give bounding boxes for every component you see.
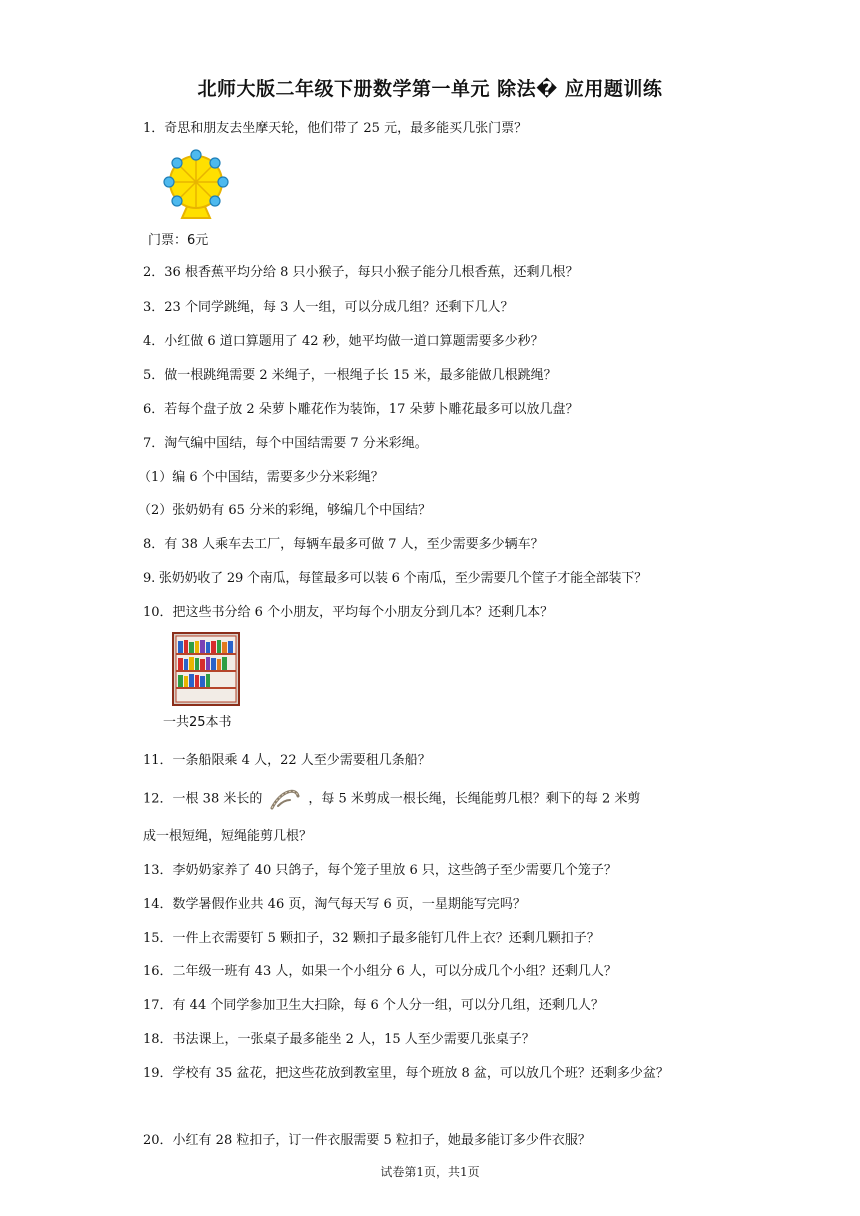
rope-icon xyxy=(268,786,302,812)
question-12 xyxy=(143,786,723,812)
question-19: 19．学校有 35 盆花，把这些花放到教室里，每个班放 8 盆，可以放几个班？还剩多少盆？ xyxy=(143,1066,669,1081)
question-1: 1．奇思和朋友去坐摩天轮，他们带了 25 元，最多能买几张门票？ xyxy=(143,121,528,136)
question-12-continued: 成一根短绳，短绳能剪几根？ xyxy=(143,829,313,844)
bookshelf-icon xyxy=(172,632,240,706)
question-12-part-a: 12．一根 38 米长的 xyxy=(143,791,263,807)
question-2: 2．36 根香蕉平均分给 8 只小猴子，每只小猴子能分几根香蕉，还剩几根？ xyxy=(143,265,579,280)
question-11: 11．一条船限乘 4 人，22 人至少需要租几条船？ xyxy=(143,753,431,768)
question-7: 7．淘气编中国结，每个中国结需要 7 分米彩绳。 xyxy=(143,436,428,451)
question-13: 13．李奶奶家养了 40 只鸽子，每个笼子里放 6 只，这些鸽子至少需要几个笼子？ xyxy=(143,863,617,878)
question-9: 9. 张奶奶收了 29 个南瓜，每筐最多可以装 6 个南瓜，至少需要几个筐子才能全部装下？ xyxy=(143,571,647,586)
ferris-wheel-icon xyxy=(158,148,234,220)
question-7-part-1: （1）编 6 个中国结，需要多少分米彩绳？ xyxy=(138,470,384,485)
question-3: 3．23 个同学跳绳，每 3 人一组，可以分成几组？还剩下几人？ xyxy=(143,300,514,315)
page-footer: 试卷第1页，共1页 xyxy=(380,1165,480,1179)
book-count-caption: 一共25本书 xyxy=(163,715,232,730)
question-8: 8．有 38 人乘车去工厂，每辆车最多可做 7 人，至少需要多少辆车？ xyxy=(143,537,544,552)
question-5: 5．做一根跳绳需要 2 米绳子，一根绳子长 15 米，最多能做几根跳绳？ xyxy=(143,368,557,383)
ticket-price-caption: 门票：6元 xyxy=(148,233,209,248)
question-6: 6．若每个盘子放 2 朵萝卜雕花作为装饰，17 朵萝卜雕花最多可以放几盘？ xyxy=(143,402,579,417)
question-12-part-b: ，每 5 米剪成一根长绳，长绳能剪几根？剩下的每 2 米剪 xyxy=(308,791,641,807)
question-20: 20．小红有 28 粒扣子，订一件衣服需要 5 粒扣子，她最多能订多少件衣服？ xyxy=(143,1133,591,1148)
question-17: 17．有 44 个同学参加卫生大扫除，每 6 个人分一组，可以分几组，还剩几人？ xyxy=(143,998,604,1013)
question-14: 14．数学暑假作业共 46 页，淘气每天写 6 页，一星期能写完吗？ xyxy=(143,897,526,912)
question-15: 15．一件上衣需要钉 5 颗扣子，32 颗扣子最多能钉几件上衣？还剩几颗扣子？ xyxy=(143,931,600,946)
page-title: 北师大版二年级下册数学第一单元 除法� 应用题训练 xyxy=(197,78,663,100)
question-16: 16．二年级一班有 43 人，如果一个小组分 6 人，可以分成几个小组？还剩几人？ xyxy=(143,964,617,979)
question-18: 18．书法课上，一张桌子最多能坐 2 人，15 人至少需要几张桌子？ xyxy=(143,1032,535,1047)
question-10: 10．把这些书分给 6 个小朋友，平均每个小朋友分到几本？还剩几本？ xyxy=(143,605,554,620)
question-7-part-2: （2）张奶奶有 65 分米的彩绳，够编几个中国结？ xyxy=(138,503,432,518)
question-4: 4．小红做 6 道口算题用了 42 秒，她平均做一道口算题需要多少秒？ xyxy=(143,334,544,349)
